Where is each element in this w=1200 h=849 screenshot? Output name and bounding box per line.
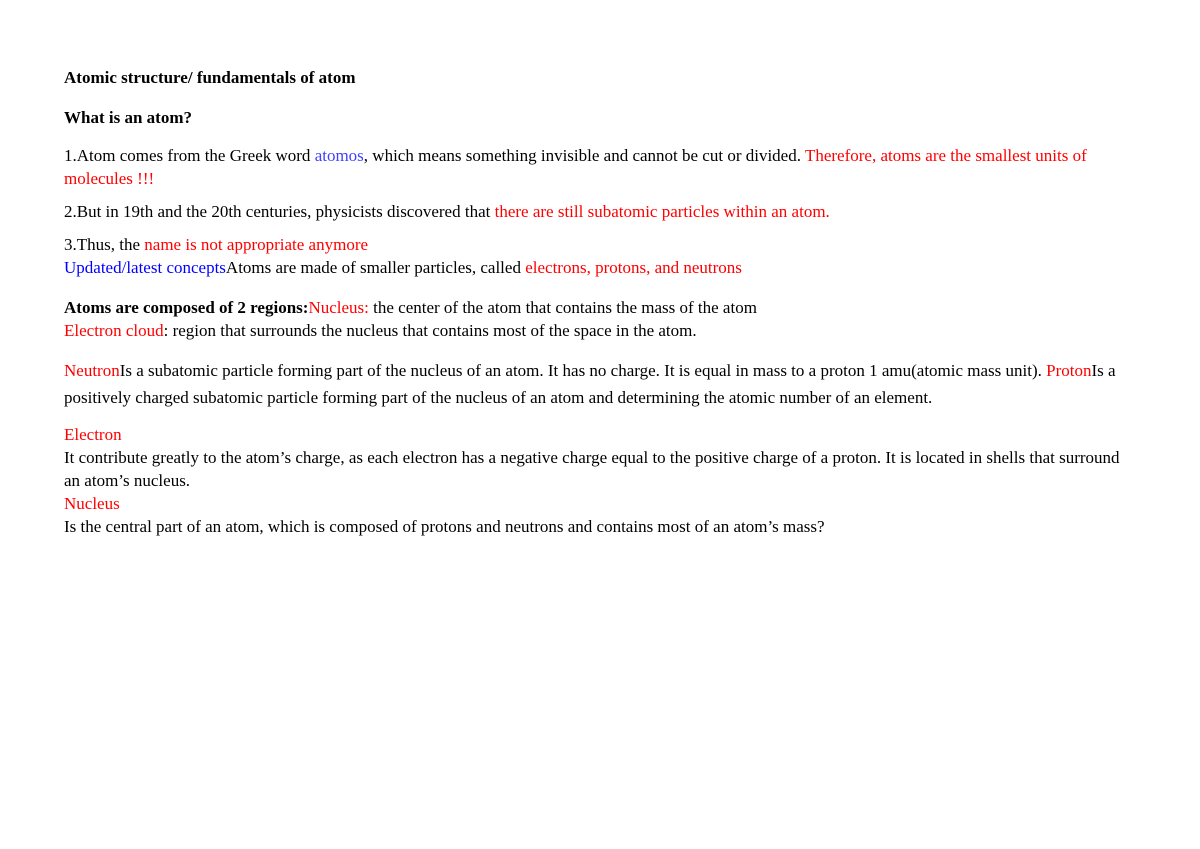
point-1-start: 1.Atom comes from the Greek word — [64, 146, 315, 165]
electron-label: Electron — [64, 425, 122, 444]
nucleus-region-text: the center of the atom that contains the mass of the atom — [368, 298, 757, 317]
nucleus-text: Is the central part of an atom, which is composed of protons and neutrons and contains most of an atom’s mass? — [64, 517, 825, 536]
greek-word: atomos — [314, 146, 364, 165]
electron-cloud-text: : region that surrounds the nucleus that contains most of the space in the atom. — [163, 321, 697, 340]
nucleus-label: Nucleus — [64, 494, 120, 513]
point-3-emphasis: name is not appropriate anymore — [144, 235, 369, 254]
point-3-paragraph — [64, 233, 1136, 256]
point-1-paragraph — [64, 144, 1136, 190]
point-1-middle: , which means something invisible and cannot be cut or divided. — [363, 146, 805, 165]
updated-concepts-text: Atoms are made of smaller particles, called — [225, 258, 526, 277]
proton-label: Proton — [1046, 361, 1092, 380]
question-heading: What is an atom? — [64, 108, 192, 127]
particle-list: electrons, protons, and neutrons — [525, 258, 742, 277]
updated-concepts-paragraph — [64, 256, 1136, 279]
nucleus-region-label: Nucleus: — [308, 298, 369, 317]
point-1-conclusion: Therefore, atoms are the smallest units of molecules !!! — [64, 146, 1087, 188]
point-2-start: 2.But in 19th and the 20th centuries, physicists discovered that — [64, 202, 495, 221]
electron-nucleus-section — [64, 423, 1136, 538]
point-2-paragraph — [64, 200, 1136, 223]
updated-concepts-label: Updated/latest concepts — [64, 258, 226, 277]
point-3-start: 3.Thus, the — [64, 235, 145, 254]
document-heading: Atomic structure/ fundamentals of atom — [64, 68, 356, 87]
proton-text: Is a positively charged subatomic particle forming part of the nucleus of an atom and determining the atomic number of an element. — [64, 361, 1116, 407]
electron-cloud-label: Electron cloud — [64, 321, 164, 340]
electron-text: It contribute greatly to the atom’s charge, as each electron has a negative charge equal to the positive charge of a proton. It is located in shells that surround an atom’s nucleus. — [64, 448, 1120, 490]
particles-paragraph — [64, 357, 1136, 411]
point-2-discovery: there are still subatomic particles within an atom. — [494, 202, 830, 221]
regions-intro: Atoms are composed of 2 regions: — [64, 298, 309, 317]
neutron-text: Is a subatomic particle forming part of the nucleus of an atom. It has no charge. It is equal in mass to a proton 1 amu(atomic mass unit). — [119, 361, 1047, 380]
neutron-label: Neutron — [64, 361, 120, 380]
regions-paragraph — [64, 296, 1136, 342]
